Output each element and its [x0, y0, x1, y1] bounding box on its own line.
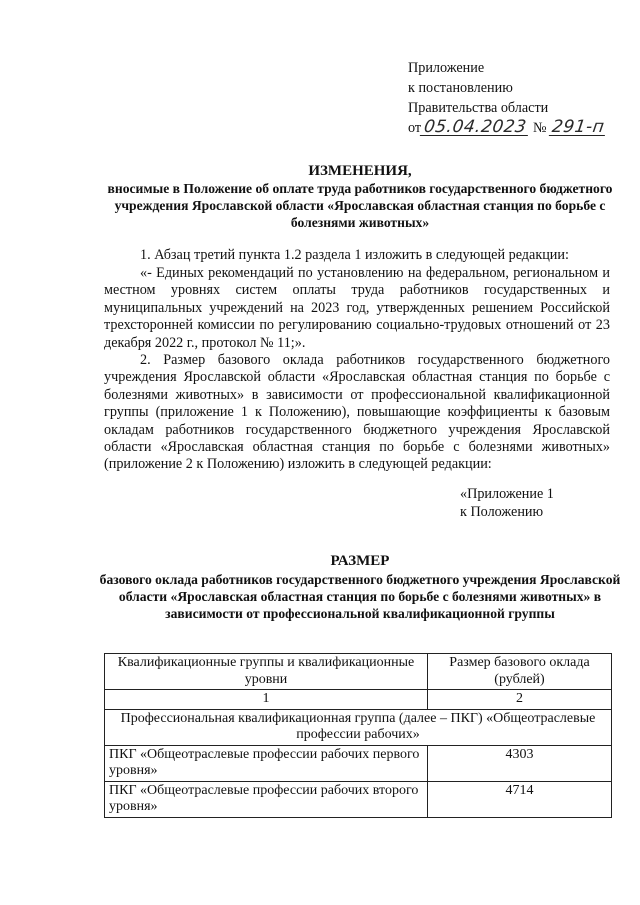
- handwritten-number: 291-п: [550, 117, 606, 137]
- row-value: 4714: [428, 781, 612, 817]
- appendix-reference: [460, 485, 554, 521]
- table-group-row: [105, 709, 612, 745]
- row-value: 4303: [428, 745, 612, 781]
- paragraph-quote: «- Единых рекомендаций по установлению на федеральном, региональном и местном уровнях систем оплаты труда работников государственных и муниципальных учреждений на 2023 год, утвержденных решением Российской трехсторонней комиссии по регулированию социально-трудовых отношений от 23 декабря 2022 г., протокол № 11;».: [104, 265, 610, 351]
- group-heading: Профессиональная квалификационная группа (далее – ПКГ) «Общеотраслевые профессии рабочих»: [105, 709, 612, 745]
- appendix-ref-line1: «Приложение 1: [460, 486, 554, 502]
- header-groups: Квалификационные группы и квалификационные уровни: [105, 654, 428, 690]
- salary-table: [104, 653, 612, 818]
- header-salary: Размер базового оклада (рублей): [428, 654, 612, 690]
- table-row: [105, 745, 612, 781]
- appendix-label: Приложение: [408, 60, 485, 76]
- resolution-label: к постановлению: [408, 80, 513, 96]
- date-number-line: [408, 118, 606, 138]
- document-title: ИЗМЕНЕНИЯ,: [308, 163, 412, 179]
- table-row: [105, 781, 612, 817]
- row-name: ПКГ «Общеотраслевые профессии рабочих первого уровня»: [105, 745, 428, 781]
- paragraph-2: 2. Размер базового оклада работников государственного бюджетного учреждения Ярославской области «Ярославская областная станция по борьбе с болезнями животных» в зависимости от профессиональной квалификационной группы (приложение 1 к Положению), повышающие коэффициенты к базовым окладам работников государственного бюджетного учреждения Ярославской области «Ярославская областная станция по борьбе с болезнями животных» (приложение 2 к Положению) изложить в следующей редакции:: [104, 352, 610, 473]
- section-subtitle: базового оклада работников государственного бюджетного учреждения Ярославской области «Ярославская областная станция по борьбе с болезнями животных» в зависимости от профессиональной квалификационной группы: [99, 572, 621, 621]
- section-title: РАЗМЕР: [330, 553, 390, 569]
- appendix-header: [408, 58, 606, 138]
- document-subtitle: вносимые в Положение об оплате труда работников государственного бюджетного учреждения Ярославской области «Ярославская областная станция по борьбе с болезнями животных»: [107, 181, 613, 230]
- from-label: от: [408, 120, 422, 136]
- table-column-numbers: [105, 690, 612, 710]
- column-number-1: 1: [105, 690, 428, 710]
- row-name: ПКГ «Общеотраслевые профессии рабочих второго уровня»: [105, 781, 428, 817]
- government-label: Правительства области: [408, 100, 549, 116]
- number-label: №: [533, 120, 547, 136]
- column-number-2: 2: [428, 690, 612, 710]
- appendix-ref-line2: к Положению: [460, 504, 544, 520]
- handwritten-date: 05.04.2023: [420, 119, 531, 136]
- paragraph-1: 1. Абзац третий пункта 1.2 раздела 1 изложить в следующей редакции:: [140, 247, 569, 263]
- table-header-row: [105, 654, 612, 690]
